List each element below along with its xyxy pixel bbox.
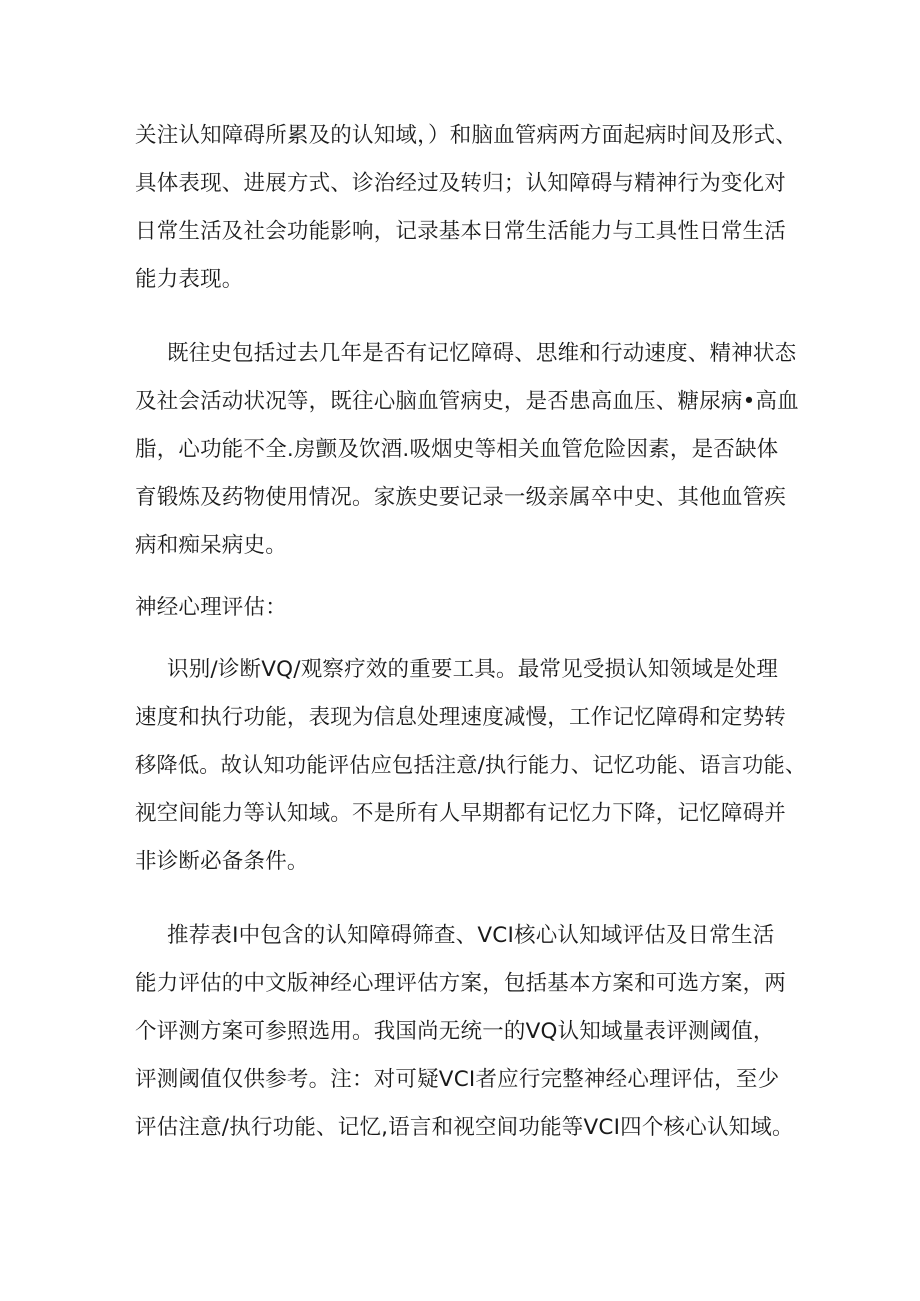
- paragraph-gap: [135, 886, 810, 912]
- text-line: 及社会活动状况等，既往心脑血管病史，是否患高血压、糖尿病•高血: [135, 389, 799, 414]
- section-heading-neuropsych: [135, 584, 810, 632]
- paragraph-past-history: [135, 330, 810, 570]
- text-line: 既往史包括过去几年是否有记忆障碍、思维和行动速度、精神状态: [167, 341, 797, 366]
- document-page: [135, 112, 810, 1152]
- text-line: 脂，心功能不全.房颤及饮酒.吸烟史等相关血管危险因素，是否缺体: [135, 437, 779, 462]
- paragraph-gap: [135, 570, 810, 584]
- text-line: 日常生活及社会功能影响，记录基本日常生活能力与工具性日常生活: [135, 219, 787, 244]
- text-line: 移降低。故认知功能评估应包括注意/执行能力、记忆功能、语言功能、: [135, 753, 807, 778]
- paragraph-assessment-tool: [135, 646, 810, 886]
- text-line: 具体表现、进展方式、诊治经过及转归；认知障碍与精神行为变化对: [135, 171, 787, 196]
- text-line: 识别/诊断VQ/观察疗效的重要工具。最常见受损认知领域是处理: [167, 657, 779, 682]
- paragraph-gap: [135, 304, 810, 330]
- text-line: 非诊断必备条件。: [135, 849, 309, 874]
- paragraph-recommendation: [135, 912, 810, 1152]
- text-line: 个评测方案可参照选用。我国尚无统一的VQ认知域量表评测阈值，: [135, 1019, 775, 1044]
- text-line: 视空间能力等认知域。不是所有人早期都有记忆力下降，记忆障碍并: [135, 801, 787, 826]
- text-line: 推荐表I中包含的认知障碍筛查、VCI核心认知域评估及日常生活: [167, 923, 775, 948]
- paragraph-illness-history: [135, 112, 810, 304]
- text-line: 病和痴呆病史。: [135, 533, 287, 558]
- text-line: 速度和执行功能，表现为信息处理速度减慢，工作记忆障碍和定势转: [135, 705, 787, 730]
- text-line: 育锻炼及药物使用情况。家族史要记录一级亲属卒中史、其他血管疾: [135, 485, 787, 510]
- paragraph-gap: [135, 632, 810, 646]
- text-line: 评测阈值仅供参考。注：对可疑VCI者应行完整神经心理评估，至少: [135, 1067, 780, 1092]
- text-line: 评估注意/执行功能、记忆,语言和视空间功能等VCI四个核心认知域。: [135, 1115, 794, 1140]
- text-line: 能力表现。: [135, 267, 244, 292]
- text-line: 关注认知障碍所累及的认知域，）和脑血管病两方面起病时间及形式、: [135, 123, 797, 148]
- text-line: 能力评估的中文版神经心理评估方案，包括基本方案和可选方案，两: [135, 971, 787, 996]
- text-line: 神经心理评估：: [135, 595, 287, 620]
